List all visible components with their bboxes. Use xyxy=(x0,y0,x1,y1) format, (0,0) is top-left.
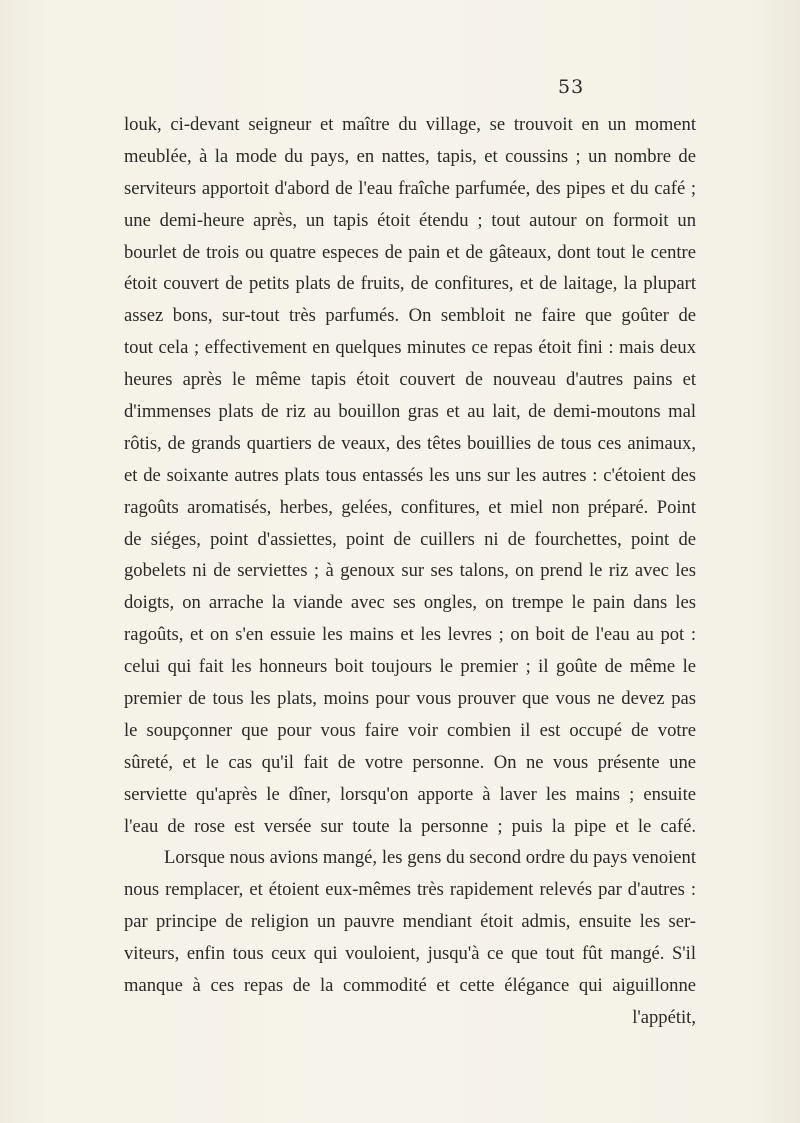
page-number: 53 xyxy=(558,76,585,98)
text-line: premier de tous les plats, moins pour vous prouver que vous ne devez pas xyxy=(124,688,696,710)
text-line: louk, ci-devant seigneur et maître du village, se trouvoit en un moment xyxy=(124,114,696,135)
text-line: nous remplacer, et étoient eux-mêmes très rapidement relevés par d'autres : xyxy=(124,879,696,901)
text-line: le soupçonner que pour vous faire voir combien il est occupé de votre xyxy=(124,719,696,741)
text-line: doigts, on arrache la viande avec ses ongles, on trempe le pain dans les xyxy=(124,592,696,614)
text-line: serviette qu'après le dîner, lorsqu'on apporte à laver les mains ; ensuite xyxy=(124,783,696,805)
text-line: serviteurs apportoit d'abord de l'eau fraîche parfumée, des pipes et du café ; xyxy=(124,177,696,199)
text-line: de siéges, point d'assiettes, point de cuillers ni de fourchettes, point de xyxy=(124,528,696,550)
text-line: celui qui fait les honneurs boit toujours le premier ; il goûte de même le xyxy=(124,656,696,678)
text-line: une demi-heure après, un tapis étoit étendu ; tout autour on formoit un xyxy=(124,209,696,231)
text-line: viteurs, enfin tous ceux qui vouloient, jusqu'à ce que tout fût mangé. S'il xyxy=(124,943,696,965)
body-text xyxy=(124,109,696,1034)
text-line: rôtis, de grands quartiers de veaux, des têtes bouillies de tous ces animaux, xyxy=(124,432,696,454)
text-line: étoit couvert de petits plats de fruits, de confitures, et de laitage, la plupart xyxy=(124,273,696,295)
text-line: heures après le même tapis étoit couvert de nouveau d'autres pains et xyxy=(124,369,696,391)
text-line: assez bons, sur-tout très parfumés. On sembloit ne faire que goûter de xyxy=(124,305,696,327)
text-line: ragoûts, et on s'en essuie les mains et les levres ; on boit de l'eau au pot : xyxy=(124,624,696,646)
text-line: et de soixante autres plats tous entassés les uns sur les autres : c'étoient des xyxy=(124,464,696,486)
text-line: ragoûts aromatisés, herbes, gelées, confitures, et miel non préparé. Point xyxy=(124,496,696,518)
text-line: par principe de religion un pauvre mendiant étoit admis, ensuite les ser- xyxy=(124,911,696,933)
text-line-last: l'appétit, xyxy=(632,1006,696,1028)
text-line: meublée, à la mode du pays, en nattes, tapis, et coussins ; un nombre de xyxy=(124,145,696,167)
paragraph-start-line: Lorsque nous avions mangé, les gens du second ordre du pays venoient xyxy=(164,847,696,869)
text-line: l'eau de rose est versée sur toute la personne ; puis la pipe et le café. xyxy=(124,815,696,837)
text-line: tout cela ; effectivement en quelques minutes ce repas étoit fini : mais deux xyxy=(124,337,696,359)
text-line: d'immenses plats de riz au bouillon gras et au lait, de demi-moutons mal xyxy=(124,401,696,423)
text-line: manque à ces repas de la commodité et cette élégance qui aiguillonne xyxy=(124,975,696,997)
text-line: sûreté, et le cas qu'il fait de votre personne. On ne vous présente une xyxy=(124,751,696,773)
text-line: bourlet de trois ou quatre especes de pain et de gâteaux, dont tout le centre xyxy=(124,241,696,263)
text-line: gobelets ni de serviettes ; à genoux sur ses talons, on prend le riz avec les xyxy=(124,560,696,582)
